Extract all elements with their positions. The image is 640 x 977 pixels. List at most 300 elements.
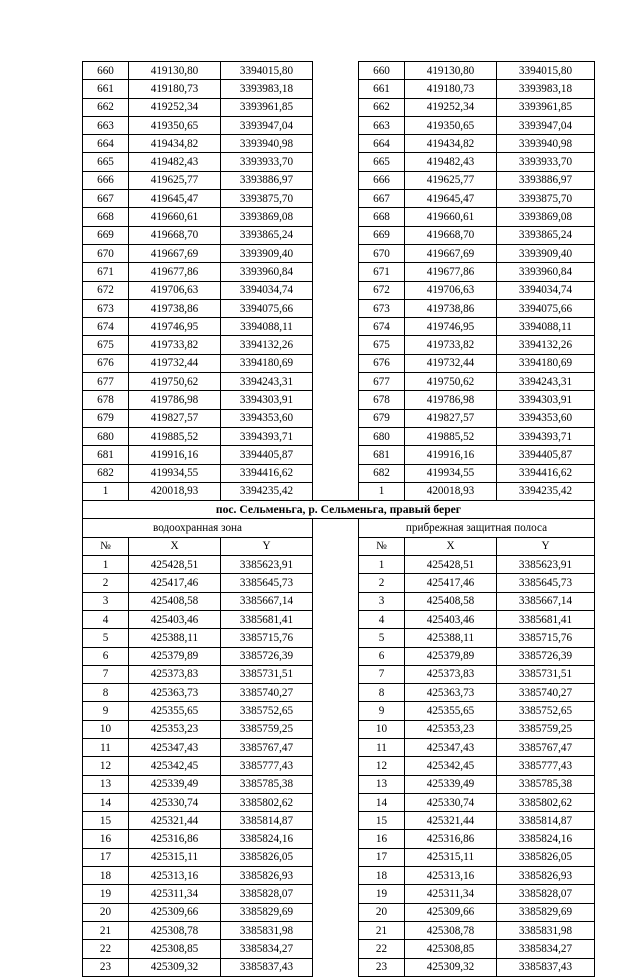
section-header	[83, 501, 595, 556]
left-x-coordinate: 419732,44	[129, 354, 221, 372]
right-y-coordinate: 3393983,18	[497, 80, 595, 98]
bottom-table-row	[83, 775, 595, 793]
column-gap	[313, 958, 359, 976]
left-y-coordinate: 3385828,07	[221, 885, 313, 903]
right-point-number: 666	[359, 171, 405, 189]
left-x-coordinate: 419180,73	[129, 80, 221, 98]
left-point-number: 663	[83, 116, 129, 134]
left-point-number: 6	[83, 647, 129, 665]
column-gap	[313, 226, 359, 244]
right-x-coordinate: 419625,77	[405, 171, 497, 189]
bottom-table-row	[83, 592, 595, 610]
left-y-coordinate: 3394075,66	[221, 299, 313, 317]
top-table-row	[83, 226, 595, 244]
right-table-caption: прибрежная защитная полоса	[359, 519, 595, 537]
left-x-coordinate: 425353,23	[129, 720, 221, 738]
right-x-coordinate: 425363,73	[405, 684, 497, 702]
caption-row	[83, 519, 595, 537]
top-table-row	[83, 464, 595, 482]
left-y-coordinate: 3385726,39	[221, 647, 313, 665]
column-gap	[313, 537, 359, 555]
top-table-row	[83, 391, 595, 409]
column-gap	[313, 446, 359, 464]
column-gap	[313, 812, 359, 830]
column-gap	[313, 98, 359, 116]
left-header-x: X	[129, 537, 221, 555]
right-y-coordinate: 3385767,47	[497, 738, 595, 756]
left-point-number: 5	[83, 629, 129, 647]
column-gap	[313, 903, 359, 921]
right-point-number: 663	[359, 116, 405, 134]
left-x-coordinate: 425388,11	[129, 629, 221, 647]
left-y-coordinate: 3385831,98	[221, 921, 313, 939]
column-gap	[313, 738, 359, 756]
right-x-coordinate: 419668,70	[405, 226, 497, 244]
left-y-coordinate: 3385824,16	[221, 830, 313, 848]
left-x-coordinate: 419750,62	[129, 373, 221, 391]
top-table-row	[83, 62, 595, 80]
right-y-coordinate: 3394015,80	[497, 62, 595, 80]
right-point-number: 671	[359, 263, 405, 281]
right-x-coordinate: 425388,11	[405, 629, 497, 647]
left-point-number: 11	[83, 738, 129, 756]
right-y-coordinate: 3385834,27	[497, 940, 595, 958]
left-point-number: 680	[83, 427, 129, 445]
right-point-number: 11	[359, 738, 405, 756]
bottom-table-row	[83, 684, 595, 702]
right-point-number: 674	[359, 318, 405, 336]
left-x-coordinate: 425309,66	[129, 903, 221, 921]
column-gap	[313, 574, 359, 592]
left-y-coordinate: 3385829,69	[221, 903, 313, 921]
left-point-number: 661	[83, 80, 129, 98]
left-x-coordinate: 419786,98	[129, 391, 221, 409]
right-y-coordinate: 3393909,40	[497, 244, 595, 262]
bottom-table-row	[83, 848, 595, 866]
column-gap	[313, 464, 359, 482]
left-y-coordinate: 3385759,25	[221, 720, 313, 738]
right-point-number: 680	[359, 427, 405, 445]
right-y-coordinate: 3394132,26	[497, 336, 595, 354]
right-x-coordinate: 425311,34	[405, 885, 497, 903]
top-table-row	[83, 153, 595, 171]
right-point-number: 677	[359, 373, 405, 391]
left-x-coordinate: 425342,45	[129, 757, 221, 775]
right-point-number: 675	[359, 336, 405, 354]
left-point-number: 15	[83, 812, 129, 830]
section-title-row	[83, 501, 595, 519]
left-y-coordinate: 3394243,31	[221, 373, 313, 391]
left-x-coordinate: 419660,61	[129, 208, 221, 226]
right-x-coordinate: 425313,16	[405, 867, 497, 885]
left-point-number: 12	[83, 757, 129, 775]
left-y-coordinate: 3385814,87	[221, 812, 313, 830]
right-y-coordinate: 3385623,91	[497, 556, 595, 574]
right-y-coordinate: 3394393,71	[497, 427, 595, 445]
section-title: пос. Сельменьга, р. Сельменьга, правый берег	[83, 501, 595, 519]
column-gap	[313, 336, 359, 354]
column-gap	[313, 318, 359, 336]
top-table-row	[83, 354, 595, 372]
left-y-coordinate: 3394303,91	[221, 391, 313, 409]
right-y-coordinate: 3385740,27	[497, 684, 595, 702]
left-x-coordinate: 425373,83	[129, 665, 221, 683]
column-gap	[313, 830, 359, 848]
column-gap	[313, 391, 359, 409]
right-point-number: 672	[359, 281, 405, 299]
left-x-coordinate: 425379,89	[129, 647, 221, 665]
right-y-coordinate: 3385829,69	[497, 903, 595, 921]
bottom-table-row	[83, 867, 595, 885]
right-point-number: 21	[359, 921, 405, 939]
left-x-coordinate: 419706,63	[129, 281, 221, 299]
right-y-coordinate: 3385824,16	[497, 830, 595, 848]
left-x-coordinate: 419625,77	[129, 171, 221, 189]
left-y-coordinate: 3385834,27	[221, 940, 313, 958]
column-gap	[313, 848, 359, 866]
left-x-coordinate: 419733,82	[129, 336, 221, 354]
column-gap	[313, 519, 359, 537]
right-y-coordinate: 3385831,98	[497, 921, 595, 939]
right-y-coordinate: 3385785,38	[497, 775, 595, 793]
column-gap	[313, 720, 359, 738]
bottom-table-row	[83, 574, 595, 592]
left-y-coordinate: 3394353,60	[221, 409, 313, 427]
right-y-coordinate: 3385759,25	[497, 720, 595, 738]
right-point-number: 668	[359, 208, 405, 226]
left-x-coordinate: 425417,46	[129, 574, 221, 592]
right-y-coordinate: 3394303,91	[497, 391, 595, 409]
right-point-number: 9	[359, 702, 405, 720]
column-gap	[313, 299, 359, 317]
top-table-row	[83, 208, 595, 226]
left-y-coordinate: 3394235,42	[221, 482, 313, 500]
right-y-coordinate: 3385802,62	[497, 793, 595, 811]
right-y-coordinate: 3394180,69	[497, 354, 595, 372]
left-y-coordinate: 3393961,85	[221, 98, 313, 116]
left-point-number: 682	[83, 464, 129, 482]
right-x-coordinate: 425308,78	[405, 921, 497, 939]
column-gap	[313, 867, 359, 885]
right-y-coordinate: 3385828,07	[497, 885, 595, 903]
right-x-coordinate: 425408,58	[405, 592, 497, 610]
left-y-coordinate: 3393960,84	[221, 263, 313, 281]
left-y-coordinate: 3385837,43	[221, 958, 313, 976]
bottom-table-row	[83, 940, 595, 958]
left-point-number: 14	[83, 793, 129, 811]
left-x-coordinate: 425313,16	[129, 867, 221, 885]
left-point-number: 668	[83, 208, 129, 226]
column-gap	[313, 427, 359, 445]
left-y-coordinate: 3394416,62	[221, 464, 313, 482]
right-point-number: 17	[359, 848, 405, 866]
right-y-coordinate: 3393886,97	[497, 171, 595, 189]
right-point-number: 3	[359, 592, 405, 610]
right-y-coordinate: 3394405,87	[497, 446, 595, 464]
left-y-coordinate: 3385731,51	[221, 665, 313, 683]
right-point-number: 6	[359, 647, 405, 665]
left-x-coordinate: 425347,43	[129, 738, 221, 756]
left-point-number: 9	[83, 702, 129, 720]
left-y-coordinate: 3393875,70	[221, 190, 313, 208]
column-gap	[313, 647, 359, 665]
column-gap	[313, 556, 359, 574]
right-point-number: 14	[359, 793, 405, 811]
right-y-coordinate: 3385837,43	[497, 958, 595, 976]
right-x-coordinate: 419732,44	[405, 354, 497, 372]
top-coordinates-section	[83, 62, 595, 501]
right-x-coordinate: 425339,49	[405, 775, 497, 793]
top-table-row	[83, 263, 595, 281]
right-y-coordinate: 3394075,66	[497, 299, 595, 317]
top-table-row	[83, 299, 595, 317]
right-point-number: 679	[359, 409, 405, 427]
right-x-coordinate: 419252,34	[405, 98, 497, 116]
bottom-table-row	[83, 885, 595, 903]
right-x-coordinate: 419645,47	[405, 190, 497, 208]
right-point-number: 23	[359, 958, 405, 976]
left-point-number: 666	[83, 171, 129, 189]
right-y-coordinate: 3385667,14	[497, 592, 595, 610]
right-x-coordinate: 419827,57	[405, 409, 497, 427]
left-x-coordinate: 425330,74	[129, 793, 221, 811]
right-x-coordinate: 425309,32	[405, 958, 497, 976]
top-table-row	[83, 336, 595, 354]
right-x-coordinate: 425321,44	[405, 812, 497, 830]
right-y-coordinate: 3385726,39	[497, 647, 595, 665]
right-y-coordinate: 3393875,70	[497, 190, 595, 208]
left-y-coordinate: 3393947,04	[221, 116, 313, 134]
left-x-coordinate: 425316,86	[129, 830, 221, 848]
left-x-coordinate: 425308,78	[129, 921, 221, 939]
right-y-coordinate: 3385814,87	[497, 812, 595, 830]
right-point-number: 660	[359, 62, 405, 80]
left-x-coordinate: 425363,73	[129, 684, 221, 702]
right-x-coordinate: 419934,55	[405, 464, 497, 482]
left-y-coordinate: 3393886,97	[221, 171, 313, 189]
left-point-number: 2	[83, 574, 129, 592]
bottom-table-row	[83, 793, 595, 811]
right-point-number: 682	[359, 464, 405, 482]
top-table-row	[83, 171, 595, 189]
right-x-coordinate: 425373,83	[405, 665, 497, 683]
right-x-coordinate: 425403,46	[405, 610, 497, 628]
column-gap	[313, 629, 359, 647]
column-gap	[313, 921, 359, 939]
right-point-number: 16	[359, 830, 405, 848]
right-x-coordinate: 425353,23	[405, 720, 497, 738]
right-x-coordinate: 425417,46	[405, 574, 497, 592]
left-x-coordinate: 419434,82	[129, 135, 221, 153]
right-y-coordinate: 3393933,70	[497, 153, 595, 171]
left-x-coordinate: 419738,86	[129, 299, 221, 317]
bottom-table-row	[83, 738, 595, 756]
right-point-number: 678	[359, 391, 405, 409]
right-y-coordinate: 3394353,60	[497, 409, 595, 427]
right-x-coordinate: 419750,62	[405, 373, 497, 391]
right-point-number: 13	[359, 775, 405, 793]
right-x-coordinate: 419885,52	[405, 427, 497, 445]
left-y-coordinate: 3394088,11	[221, 318, 313, 336]
bottom-coordinates-section	[83, 556, 595, 977]
left-y-coordinate: 3385826,05	[221, 848, 313, 866]
left-point-number: 662	[83, 98, 129, 116]
right-x-coordinate: 425379,89	[405, 647, 497, 665]
right-y-coordinate: 3394243,31	[497, 373, 595, 391]
left-y-coordinate: 3385740,27	[221, 684, 313, 702]
bottom-table-row	[83, 702, 595, 720]
right-x-coordinate: 419434,82	[405, 135, 497, 153]
left-x-coordinate: 425355,65	[129, 702, 221, 720]
left-y-coordinate: 3393869,08	[221, 208, 313, 226]
left-x-coordinate: 419885,52	[129, 427, 221, 445]
left-point-number: 676	[83, 354, 129, 372]
column-header-row	[83, 537, 595, 555]
left-point-number: 4	[83, 610, 129, 628]
left-y-coordinate: 3394393,71	[221, 427, 313, 445]
right-x-coordinate: 419677,86	[405, 263, 497, 281]
left-x-coordinate: 425428,51	[129, 556, 221, 574]
column-gap	[313, 153, 359, 171]
right-point-number: 673	[359, 299, 405, 317]
top-table-row	[83, 80, 595, 98]
column-gap	[313, 409, 359, 427]
left-y-coordinate: 3385777,43	[221, 757, 313, 775]
right-x-coordinate: 419667,69	[405, 244, 497, 262]
column-gap	[313, 610, 359, 628]
left-point-number: 677	[83, 373, 129, 391]
right-x-coordinate: 419738,86	[405, 299, 497, 317]
top-table-row	[83, 244, 595, 262]
right-x-coordinate: 419482,43	[405, 153, 497, 171]
left-x-coordinate: 425403,46	[129, 610, 221, 628]
right-y-coordinate: 3393940,98	[497, 135, 595, 153]
left-x-coordinate: 425321,44	[129, 812, 221, 830]
left-y-coordinate: 3385623,91	[221, 556, 313, 574]
right-point-number: 669	[359, 226, 405, 244]
column-gap	[313, 116, 359, 134]
left-point-number: 667	[83, 190, 129, 208]
left-y-coordinate: 3393933,70	[221, 153, 313, 171]
left-point-number: 8	[83, 684, 129, 702]
right-point-number: 661	[359, 80, 405, 98]
right-point-number: 7	[359, 665, 405, 683]
top-table-row	[83, 373, 595, 391]
left-point-number: 675	[83, 336, 129, 354]
left-x-coordinate: 425315,11	[129, 848, 221, 866]
left-x-coordinate: 419645,47	[129, 190, 221, 208]
right-x-coordinate: 425342,45	[405, 757, 497, 775]
left-y-coordinate: 3393983,18	[221, 80, 313, 98]
left-point-number: 13	[83, 775, 129, 793]
left-x-coordinate: 425308,85	[129, 940, 221, 958]
right-x-coordinate: 425428,51	[405, 556, 497, 574]
left-y-coordinate: 3394180,69	[221, 354, 313, 372]
right-point-number: 667	[359, 190, 405, 208]
column-gap	[313, 757, 359, 775]
left-point-number: 660	[83, 62, 129, 80]
right-y-coordinate: 3394416,62	[497, 464, 595, 482]
column-gap	[313, 208, 359, 226]
right-point-number: 4	[359, 610, 405, 628]
bottom-table-row	[83, 629, 595, 647]
column-gap	[313, 665, 359, 683]
right-y-coordinate: 3385731,51	[497, 665, 595, 683]
left-point-number: 17	[83, 848, 129, 866]
left-y-coordinate: 3385785,38	[221, 775, 313, 793]
column-gap	[313, 482, 359, 500]
right-x-coordinate: 419916,16	[405, 446, 497, 464]
left-y-coordinate: 3385681,41	[221, 610, 313, 628]
right-x-coordinate: 420018,93	[405, 482, 497, 500]
left-x-coordinate: 419482,43	[129, 153, 221, 171]
right-point-number: 1	[359, 556, 405, 574]
left-y-coordinate: 3393865,24	[221, 226, 313, 244]
left-point-number: 10	[83, 720, 129, 738]
column-gap	[313, 171, 359, 189]
right-y-coordinate: 3393960,84	[497, 263, 595, 281]
bottom-table-row	[83, 610, 595, 628]
left-point-number: 20	[83, 903, 129, 921]
left-point-number: 671	[83, 263, 129, 281]
right-y-coordinate: 3385777,43	[497, 757, 595, 775]
right-x-coordinate: 425355,65	[405, 702, 497, 720]
left-x-coordinate: 419746,95	[129, 318, 221, 336]
right-point-number: 22	[359, 940, 405, 958]
right-x-coordinate: 419706,63	[405, 281, 497, 299]
top-table-row	[83, 281, 595, 299]
left-point-number: 678	[83, 391, 129, 409]
right-y-coordinate: 3385715,76	[497, 629, 595, 647]
right-point-number: 15	[359, 812, 405, 830]
bottom-table-row	[83, 647, 595, 665]
column-gap	[313, 940, 359, 958]
left-table-caption: водоохранная зона	[83, 519, 313, 537]
column-gap	[313, 263, 359, 281]
column-gap	[313, 684, 359, 702]
right-point-number: 676	[359, 354, 405, 372]
right-y-coordinate: 3394034,74	[497, 281, 595, 299]
coordinates-table	[82, 61, 595, 977]
right-x-coordinate: 425315,11	[405, 848, 497, 866]
bottom-table-row	[83, 757, 595, 775]
bottom-table-row	[83, 921, 595, 939]
right-point-number: 10	[359, 720, 405, 738]
right-point-number: 670	[359, 244, 405, 262]
left-x-coordinate: 425339,49	[129, 775, 221, 793]
right-header-x: X	[405, 537, 497, 555]
right-point-number: 1	[359, 482, 405, 500]
column-gap	[313, 702, 359, 720]
bottom-table-row	[83, 830, 595, 848]
bottom-table-row	[83, 720, 595, 738]
left-y-coordinate: 3394132,26	[221, 336, 313, 354]
top-table-row	[83, 427, 595, 445]
right-x-coordinate: 425309,66	[405, 903, 497, 921]
left-header-number: №	[83, 537, 129, 555]
column-gap	[313, 775, 359, 793]
right-y-coordinate: 3393947,04	[497, 116, 595, 134]
right-point-number: 20	[359, 903, 405, 921]
bottom-table-row	[83, 812, 595, 830]
left-y-coordinate: 3385667,14	[221, 592, 313, 610]
top-table-row	[83, 446, 595, 464]
column-gap	[313, 592, 359, 610]
right-x-coordinate: 425316,86	[405, 830, 497, 848]
right-header-y: Y	[497, 537, 595, 555]
left-point-number: 674	[83, 318, 129, 336]
column-gap	[313, 354, 359, 372]
